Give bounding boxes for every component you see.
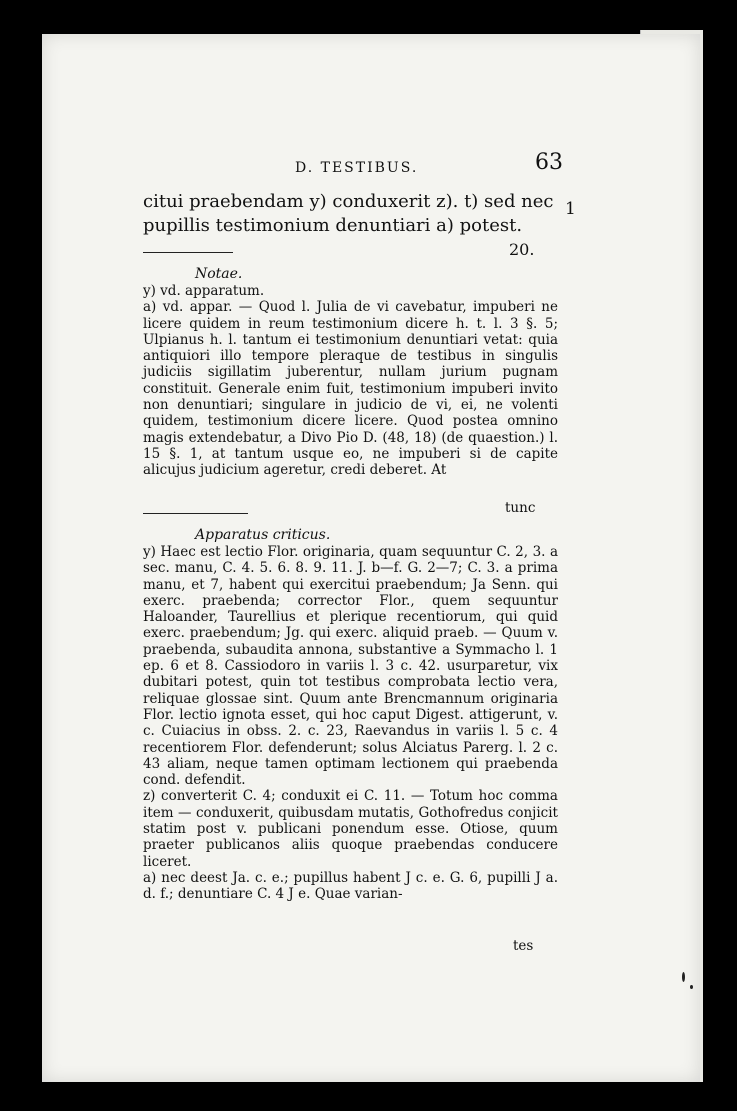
apparatus-item: y) Haec est lectio Flor. originaria, quam sequuntur C. 2, 3. a sec. manu, C. 4. 5. 6. 8. 9. 11. J. b—f. G. 2—7; C. 3. a prima manu, et 7, habent qui exercitui praebendum; Ja Senn. qui exerc. praebenda; corrector Flor., quem sequuntur Haloander, Taurellius et plerique recentiorum, qui quid exerc. praebendum; Jg. qui exerc. aliquid praeb. — Quum v. praebenda, subaudita annona, substantive a Symmacho l. 1 ep. 6 et 8. Cassiodoro in variis l. 3 c. 42. usurparetur, vix dubitari potest, quin tot testibus comprobata lectio vera, reliquae glossae sint. Quum ante Brencmannum originaria Flor. lectio ignota esset, qui hoc caput Digest. attigerunt, v. c. Cuiacius in obss. 2. c. 23, Raevandus in variis l. 5 c. 4 recentiorem Flor. defenderunt; solus Alciatus Parerg. l. 2 c. 43 aliam, neque tamen optimam lectionem qui praebenda cond. defendit. [143,544,558,789]
margin-number: 1 [565,199,576,219]
page-header [0,126,737,176]
scan-speck [690,985,693,989]
running-title: D. TESTIBUS. [295,160,419,176]
notes-section [143,265,558,479]
note-item: y) vd. apparatum. [143,283,265,299]
apparatus-heading: Apparatus criticus. [195,527,331,543]
apparatus-item: a) nec deest Ja. c. e.; pupillus habent J c. e. G. 6, pupilli J a. d. f.; denuntiare C. 4 J e. Quae varian- [143,869,558,903]
catchword: tunc [505,500,536,516]
catchword: tes [513,938,534,954]
main-text [143,190,563,238]
apparatus-item: z) converterit C. 4; conduxit ei C. 11. — Totum hoc comma item — conduxerit, quibusdam mutatis, Gothofredus conjicit statim post v. publicani ponendum esse. Otiose, quum praeter publicanos aliis quoque praebendas conducere liceret. [143,788,558,870]
scan-speck [682,972,685,982]
note-item: a) vd. appar. — Quod l. Julia de vi cavebatur, impuberi ne licere quidem in reum testimonium dicere h. t. l. 3 §. 5; Ulpianus h. l. tantum ei testimonium denuntiari vetat: quia antiquiori illo tempore pleraque de testibus in singulis judiciis sigillatim juberentur, nullam jurium pugnam constituit. Generale enim fuit, testimonium impuberi invito non denuntiari; singulare in judicio de vi, ei, ne volenti quidem, testimonium dicere licere. Quod postea omnino magis extendebatur, a Divo Pio D. (48, 18) (de quaestion.) l. 15 §. 1, at tantum usque eo, ne impuberi si de capite alicujus judicium ageretur, credi deberet. At [143,299,558,479]
section-number: 20. [509,240,535,259]
divider [143,252,233,253]
notes-heading: Notae. [195,266,243,282]
apparatus-section [143,526,558,903]
main-text-line: citui praebendam y) conduxerit z). t) sed nec [143,191,554,212]
divider [143,513,248,514]
page-number: 63 [535,150,563,175]
main-text-line: pupillis testimonium denuntiari a) potest. [143,215,523,236]
